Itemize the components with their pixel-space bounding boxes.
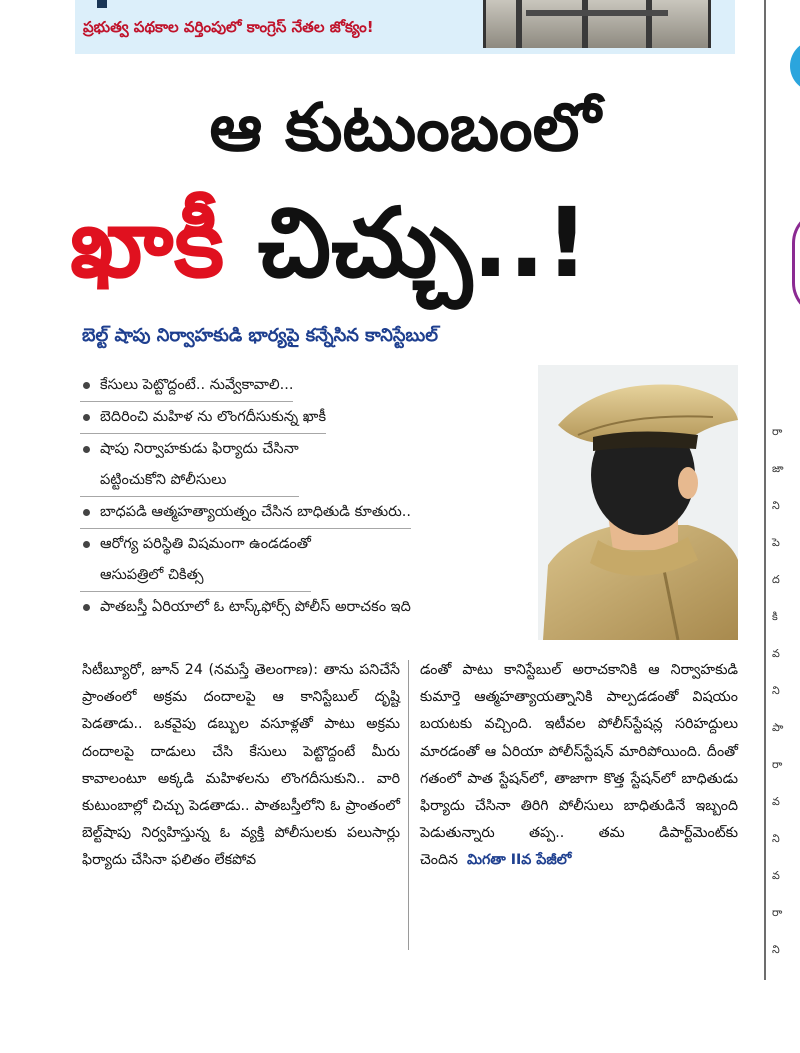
edge-glyph: ద (772, 573, 780, 586)
edge-glyph: ని (772, 943, 780, 956)
bullet-dot-icon (83, 541, 90, 548)
teaser-photo (483, 0, 711, 48)
article-column-right (420, 657, 738, 875)
article-column-left (82, 657, 400, 875)
bullet-item (80, 497, 411, 529)
bullet-text-cont: ఆసుపత్రిలో చికిత్స (100, 567, 204, 583)
edge-glyph: కి (772, 610, 778, 623)
edge-glyph: పె (772, 536, 780, 549)
policeman-graphic (538, 365, 738, 640)
article-text-left: సిటీబ్యూరో, జూన్ 24 (నమస్తే తెలంగాణ): తాను పనిచేసే ప్రాంతంలో అక్రమ దందాలపై ఆ కానిస్టేబుల్ దృష్టి పెడతాడు.. ఒకవైపు డబ్బుల వసూళ్లతో పాటు అక్రమ దందాలపై దాడులు చేసి కేసులు పెట్టొద్దంటే మీరు కావాలంటూ అక్కడి మహిళలను లొంగదీసుకుని.. వారి కుటుంబాల్లో చిచ్చు పెడతాడు.. పాతబస్తీలోని ఓ ప్రాంతంలో బెల్ట్‌షాపు నిర్వహిస్తున్న ఓ వ్యక్తి పోలీసులకు పలుసార్లు ఫిర్యాదు చేసినా ఫలితం లేకపోవ (82, 662, 400, 869)
bullet-text: బెదిరించి మహిళ ను లొంగదీసుకున్న ఖాకీ (100, 409, 327, 425)
edge-glyph: జా (772, 462, 784, 475)
masthead-corner (97, 0, 107, 8)
highlight-bullets (80, 370, 540, 623)
bullet-text: బాధపడి ఆత్మహత్యాయత్నం చేసిన బాధితుడి కూతురు.. (100, 504, 411, 520)
article-text-right: డంతో పాటు కానిస్టేబుల్ అరాచకానికి ఆ నిర్వాహకుడి కుమార్తె ఆత్మహత్యాయత్నానికి పాల్పడడంతో విషయం బయటకు వచ్చింది. ఇటీవల పోలీస్‌స్టేషన్ల సరిహద్దులు మారడంతో ఆ ఏరియా పోలీస్‌స్టేషన్ మారిపోయింది. దీంతో గతంలో పాత స్టేషన్‌లో, తాజాగా కొత్త స్టేషన్‌లో బాధితుడు ఫిర్యాదు చేసినా తిరిగి పోలీసులు బాధితుడినే ఇబ్బంది పెడుతున్నారు తప్ప.. తమ డిపార్ట్‌మెంట్‌కు చెందిన (420, 662, 738, 869)
continued-on-page-link[interactable]: మిగతా IIవ పేజీలో (466, 852, 572, 869)
bullet-dot-icon (83, 382, 90, 389)
bullet-item (80, 370, 293, 402)
bullet-item (80, 529, 311, 592)
column-divider (408, 660, 409, 950)
headline-line-1: ఆ కుటుంబంలో (209, 89, 601, 166)
headline-line-2 (70, 187, 750, 299)
bullet-text: ఆరోగ్య పరిస్థితి విషమంగా ఉండడంతో (100, 536, 311, 552)
edge-glyph: వ (772, 869, 780, 882)
edge-glyph: పా (772, 721, 784, 734)
edge-badge (790, 40, 800, 92)
bullet-item (80, 402, 326, 434)
top-teaser-text: ప్రభుత్వ పథకాల వర్తింపులో కాంగ్రెస్ నేతల జోక్యం! (83, 18, 374, 36)
edge-glyph: వ (772, 647, 780, 660)
bullet-dot-icon (83, 414, 90, 421)
edge-glyph: రా (772, 425, 783, 438)
bullet-text: కేసులు పెట్టొద్దంటే.. నువ్వేకావాలి... (100, 377, 294, 393)
edge-glyph: ని (772, 684, 780, 697)
edge-glyph: ని (772, 832, 780, 845)
bullet-text-cont: పట్టించుకోని పోలీసులు (100, 472, 227, 488)
bullet-item (80, 434, 299, 497)
bullet-text: పాతబస్తీ ఏరియాలో ఓ టాస్క్‌ఫోర్స్ పోలీస్ అరాచకం ఇది (100, 599, 411, 615)
bullet-text: షాపు నిర్వాహకుడు ఫిర్యాదు చేసినా (100, 441, 299, 457)
edge-ring (792, 210, 800, 316)
bullet-dot-icon (83, 446, 90, 453)
headline-black-words: చిచ్చు..! (224, 187, 589, 299)
bullet-item (80, 592, 411, 623)
bullet-dot-icon (83, 604, 90, 611)
top-teaser-strip (75, 0, 735, 54)
bullet-dot-icon (83, 509, 90, 516)
adjacent-column-edge (764, 0, 800, 980)
edge-glyph: రా (772, 758, 783, 771)
edge-glyph: ని (772, 499, 780, 512)
policeman-illustration (538, 365, 738, 640)
subheadline: బెల్ట్ షాపు నిర్వాహకుడి భార్యపై కన్నేసిన కానిస్టేబుల్ (82, 325, 438, 346)
edge-glyph: వ (772, 795, 780, 808)
headline-red-word: ఖాకీ (70, 187, 225, 299)
edge-glyph: రా (772, 906, 783, 919)
